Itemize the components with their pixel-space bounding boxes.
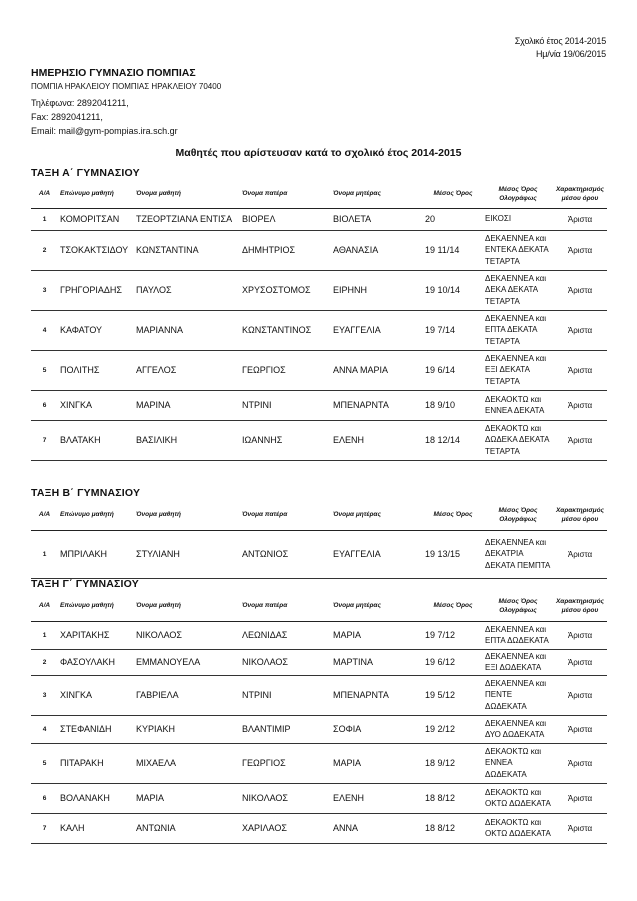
aa-header: Α/Α — [38, 511, 51, 519]
cell-avg: 18 8/12 — [423, 783, 483, 813]
cell-char: Άριστα — [553, 310, 607, 350]
mother-header: Όνομα μητέρας — [333, 190, 381, 198]
table-header-row — [31, 591, 607, 621]
cell-mother: ΑΝΝΑ — [331, 813, 423, 843]
cell-words: ΔΕΚΑΟΚΤΩ και ΟΚΤΩ ΔΩΔΕΚΑΤΑ — [483, 813, 553, 843]
cell-surname: ΜΠΡΙΛΑΚΗ — [58, 530, 134, 578]
table-row — [31, 649, 607, 675]
cell-aa: 3 — [31, 270, 58, 310]
cell-mother: ΜΑΡΤΙΝΑ — [331, 649, 423, 675]
cell-surname: ΧΙΝΓΚΑ — [58, 390, 134, 420]
table-row — [31, 530, 607, 578]
table-row — [31, 390, 607, 420]
cell-words: ΔΕΚΑΕΝΝΕΑ και ΔΕΚΑ ΔΕΚΑΤΑ ΤΕΤΑΡΤΑ — [483, 270, 553, 310]
cell-father: ΚΩΝΣΤΑΝΤΙΝΟΣ — [240, 310, 331, 350]
section-class-a — [31, 166, 607, 461]
cell-surname: ΧΑΡΙΤΑΚΗΣ — [58, 621, 134, 649]
cell-name: ΜΑΡΙΑΝΝΑ — [134, 310, 240, 350]
average-words-header: Μέσος Όρος Ολογράφως — [498, 506, 538, 523]
cell-surname: ΧΙΝΓΚΑ — [58, 675, 134, 715]
grade-header: Χαρακτηρισμός μέσου όρου — [555, 185, 605, 202]
cell-name: ΣΤΥΛΙΑΝΗ — [134, 530, 240, 578]
father-header: Όνομα πατέρα — [242, 190, 288, 198]
cell-words: ΔΕΚΑΕΝΝΕΑ και ΔΕΚΑΤΡΙΑ ΔΕΚΑΤΑ ΠΕΜΠΤΑ — [483, 530, 553, 578]
cell-words: ΔΕΚΑΕΝΝΕΑ και ΠΕΝΤΕ ΔΩΔΕΚΑΤΑ — [483, 675, 553, 715]
table-row — [31, 420, 607, 460]
section-heading: ΤΑΞΗ Γ΄ ΓΥΜΝΑΣΙΟΥ — [31, 578, 139, 590]
cell-father: ΧΡΥΣΟΣΤΟΜΟΣ — [240, 270, 331, 310]
cell-words: ΔΕΚΑΟΚΤΩ και ΕΝΝΕΑ ΔΕΚΑΤΑ — [483, 390, 553, 420]
cell-words: ΔΕΚΑΕΝΝΕΑ και ΕΞΙ ΔΩΔΕΚΑΤΑ — [483, 649, 553, 675]
surname-header: Επώνυμο μαθητή — [60, 190, 114, 198]
cell-aa: 7 — [31, 813, 58, 843]
students-table — [31, 591, 607, 844]
cell-father: ΒΛΑΝΤΙΜΙΡ — [240, 715, 331, 743]
table-row — [31, 350, 607, 390]
cell-avg: 20 — [423, 208, 483, 230]
cell-char: Άριστα — [553, 783, 607, 813]
cell-father: ΒΙΟΡΕΛ — [240, 208, 331, 230]
cell-father: ΝΤΡΙΝΙ — [240, 675, 331, 715]
father-header: Όνομα πατέρα — [242, 602, 288, 610]
cell-mother: ΕΛΕΝΗ — [331, 783, 423, 813]
section-heading: ΤΑΞΗ Α΄ ΓΥΜΝΑΣΙΟΥ — [31, 167, 140, 179]
cell-father: ΓΕΩΡΓΙΟΣ — [240, 743, 331, 783]
cell-aa: 2 — [31, 649, 58, 675]
cell-char: Άριστα — [553, 621, 607, 649]
cell-father: ΛΕΩΝΙΔΑΣ — [240, 621, 331, 649]
section-class-c — [31, 577, 607, 844]
cell-char: Άριστα — [553, 649, 607, 675]
cell-surname: ΚΑΦΑΤΟΥ — [58, 310, 134, 350]
cell-aa: 1 — [31, 208, 58, 230]
cell-surname: ΒΟΛΑΝΑΚΗ — [58, 783, 134, 813]
grade-header: Χαρακτηρισμός μέσου όρου — [555, 506, 605, 523]
cell-avg: 18 9/10 — [423, 390, 483, 420]
cell-aa: 5 — [31, 743, 58, 783]
cell-char: Άριστα — [553, 420, 607, 460]
average-words-header: Μέσος Όρος Ολογράφως — [498, 597, 538, 614]
cell-mother: ΜΠΕΝΑΡΝΤΑ — [331, 390, 423, 420]
cell-words: ΔΕΚΑΟΚΤΩ και ΔΩΔΕΚΑ ΔΕΚΑΤΑ ΤΕΤΑΡΤΑ — [483, 420, 553, 460]
table-row — [31, 230, 607, 270]
cell-mother: ΣΟΦΙΑ — [331, 715, 423, 743]
cell-aa: 4 — [31, 310, 58, 350]
grade-header: Χαρακτηρισμός μέσου όρου — [555, 597, 605, 614]
mother-header: Όνομα μητέρας — [333, 602, 381, 610]
cell-aa: 6 — [31, 390, 58, 420]
students-table — [31, 500, 607, 579]
table-header-row — [31, 500, 607, 530]
cell-name: ΠΑΥΛΟΣ — [134, 270, 240, 310]
document-title: Μαθητές που αρίστευσαν κατά το σχολικό έτος 2014-2015 — [175, 147, 462, 159]
cell-name: ΒΑΣΙΛΙΚΗ — [134, 420, 240, 460]
school-fax: Fax: 2892041211, — [31, 112, 103, 122]
cell-aa: 5 — [31, 350, 58, 390]
cell-char: Άριστα — [553, 350, 607, 390]
cell-name: ΜΑΡΙΝΑ — [134, 390, 240, 420]
cell-name: ΑΝΤΩΝΙΑ — [134, 813, 240, 843]
cell-words: ΔΕΚΑΟΚΤΩ και ΟΚΤΩ ΔΩΔΕΚΑΤΑ — [483, 783, 553, 813]
cell-surname: ΦΑΣΟΥΛΑΚΗ — [58, 649, 134, 675]
cell-father: ΓΕΩΡΓΙΟΣ — [240, 350, 331, 390]
cell-mother: ΕΥΑΓΓΕΛΙΑ — [331, 310, 423, 350]
cell-name: ΚΥΡΙΑΚΗ — [134, 715, 240, 743]
cell-words: ΔΕΚΑΟΚΤΩ και ΕΝΝΕΑ ΔΩΔΕΚΑΤΑ — [483, 743, 553, 783]
cell-name: ΕΜΜΑΝΟΥΕΛΑ — [134, 649, 240, 675]
cell-aa: 4 — [31, 715, 58, 743]
document-meta — [515, 35, 606, 61]
table-row — [31, 813, 607, 843]
cell-surname: ΤΣΟΚΑΚΤΣΙΔΟΥ — [58, 230, 134, 270]
table-row — [31, 743, 607, 783]
cell-avg: 19 13/15 — [423, 530, 483, 578]
cell-mother: ΜΑΡΙΑ — [331, 743, 423, 783]
cell-surname: ΚΟΜΟΡΙΤΣΑΝ — [58, 208, 134, 230]
cell-char: Άριστα — [553, 390, 607, 420]
table-row — [31, 783, 607, 813]
cell-name: ΓΑΒΡΙΕΛΑ — [134, 675, 240, 715]
name-header: Όνομα μαθητή — [136, 511, 182, 519]
cell-aa: 2 — [31, 230, 58, 270]
cell-char: Άριστα — [553, 270, 607, 310]
school-name: ΗΜΕΡΗΣΙΟ ΓΥΜΝΑΣΙΟ ΠΟΜΠΙΑΣ — [31, 67, 196, 79]
table-header-row — [31, 180, 607, 208]
document-date: Ημ/νία 19/06/2015 — [535, 49, 606, 59]
cell-avg: 19 6/14 — [423, 350, 483, 390]
cell-father: ΧΑΡΙΛΑΟΣ — [240, 813, 331, 843]
average-words-header: Μέσος Όρος Ολογράφως — [498, 185, 538, 202]
cell-mother: ΜΠΕΝΑΡΝΤΑ — [331, 675, 423, 715]
average-header: Μέσος Όρος — [433, 511, 473, 519]
school-year: Σχολικό έτος 2014-2015 — [514, 36, 606, 46]
cell-words: ΔΕΚΑΕΝΝΕΑ και ΕΠΤΑ ΔΩΔΕΚΑΤΑ — [483, 621, 553, 649]
cell-avg: 18 9/12 — [423, 743, 483, 783]
cell-name: ΑΓΓΕΛΟΣ — [134, 350, 240, 390]
cell-aa: 3 — [31, 675, 58, 715]
school-info — [31, 66, 221, 138]
table-row — [31, 715, 607, 743]
cell-words: ΔΕΚΑΕΝΝΕΑ και ΕΝΤΕΚΑ ΔΕΚΑΤΑ ΤΕΤΑΡΤΑ — [483, 230, 553, 270]
cell-words: ΔΕΚΑΕΝΝΕΑ και ΔΥΟ ΔΩΔΕΚΑΤΑ — [483, 715, 553, 743]
cell-avg: 19 10/14 — [423, 270, 483, 310]
cell-father: ΔΗΜΗΤΡΙΟΣ — [240, 230, 331, 270]
cell-words: ΕΙΚΟΣΙ — [483, 208, 553, 230]
cell-mother: ΕΙΡΗΝΗ — [331, 270, 423, 310]
school-email: Email: mail@gym-pompias.ira.sch.gr — [31, 126, 178, 136]
cell-father: ΙΩΑΝΝΗΣ — [240, 420, 331, 460]
cell-char: Άριστα — [553, 208, 607, 230]
cell-father: ΝΙΚΟΛΑΟΣ — [240, 783, 331, 813]
cell-char: Άριστα — [553, 743, 607, 783]
section-class-b — [31, 486, 607, 579]
average-header: Μέσος Όρος — [433, 190, 473, 198]
cell-name: ΜΙΧΑΕΛΑ — [134, 743, 240, 783]
table-row — [31, 675, 607, 715]
cell-char: Άριστα — [553, 530, 607, 578]
cell-char: Άριστα — [553, 230, 607, 270]
students-table — [31, 180, 607, 461]
cell-mother: ΑΝΝΑ ΜΑΡΙΑ — [331, 350, 423, 390]
table-row — [31, 310, 607, 350]
surname-header: Επώνυμο μαθητή — [60, 602, 114, 610]
cell-avg: 19 2/12 — [423, 715, 483, 743]
cell-name: ΜΑΡΙΑ — [134, 783, 240, 813]
cell-char: Άριστα — [553, 675, 607, 715]
cell-avg: 19 7/14 — [423, 310, 483, 350]
cell-surname: ΓΡΗΓΟΡΙΑΔΗΣ — [58, 270, 134, 310]
cell-name: ΝΙΚΟΛΑΟΣ — [134, 621, 240, 649]
section-heading: ΤΑΞΗ Β΄ ΓΥΜΝΑΣΙΟΥ — [31, 487, 141, 499]
cell-aa: 1 — [31, 530, 58, 578]
mother-header: Όνομα μητέρας — [333, 511, 381, 519]
cell-father: ΝΙΚΟΛΑΟΣ — [240, 649, 331, 675]
name-header: Όνομα μαθητή — [136, 602, 182, 610]
cell-mother: ΜΑΡΙΑ — [331, 621, 423, 649]
cell-mother: ΑΘΑΝΑΣΙΑ — [331, 230, 423, 270]
school-phone: Τηλέφωνα: 2892041211, — [31, 98, 129, 108]
table-row — [31, 270, 607, 310]
aa-header: Α/Α — [38, 602, 51, 610]
cell-words: ΔΕΚΑΕΝΝΕΑ και ΕΞΙ ΔΕΚΑΤΑ ΤΕΤΑΡΤΑ — [483, 350, 553, 390]
school-address: ΠΟΜΠΙΑ ΗΡΑΚΛΕΙΟΥ ΠΟΜΠΙΑΣ ΗΡΑΚΛΕΙΟΥ 70400 — [31, 82, 222, 91]
cell-surname: ΒΛΑΤΑΚΗ — [58, 420, 134, 460]
cell-avg: 19 11/14 — [423, 230, 483, 270]
cell-mother: ΒΙΟΛΕΤΑ — [331, 208, 423, 230]
cell-char: Άριστα — [553, 813, 607, 843]
average-header: Μέσος Όρος — [433, 602, 473, 610]
aa-header: Α/Α — [38, 190, 51, 198]
cell-char: Άριστα — [553, 715, 607, 743]
cell-avg: 19 7/12 — [423, 621, 483, 649]
cell-aa: 7 — [31, 420, 58, 460]
cell-avg: 18 8/12 — [423, 813, 483, 843]
name-header: Όνομα μαθητή — [136, 190, 182, 198]
cell-father: ΑΝΤΩΝΙΟΣ — [240, 530, 331, 578]
cell-words: ΔΕΚΑΕΝΝΕΑ και ΕΠΤΑ ΔΕΚΑΤΑ ΤΕΤΑΡΤΑ — [483, 310, 553, 350]
cell-mother: ΕΥΑΓΓΕΛΙΑ — [331, 530, 423, 578]
cell-aa: 6 — [31, 783, 58, 813]
father-header: Όνομα πατέρα — [242, 511, 288, 519]
cell-surname: ΠΟΛΙΤΗΣ — [58, 350, 134, 390]
cell-father: ΝΤΡΙΝΙ — [240, 390, 331, 420]
cell-name: ΤΖΕΟΡΤΖΙΑΝΑ ΕΝΤΙΣΑ — [134, 208, 240, 230]
table-row — [31, 621, 607, 649]
cell-avg: 18 12/14 — [423, 420, 483, 460]
table-row — [31, 208, 607, 230]
cell-avg: 19 5/12 — [423, 675, 483, 715]
cell-surname: ΠΙΤΑΡΑΚΗ — [58, 743, 134, 783]
cell-surname: ΣΤΕΦΑΝΙΔΗ — [58, 715, 134, 743]
surname-header: Επώνυμο μαθητή — [60, 511, 114, 519]
cell-avg: 19 6/12 — [423, 649, 483, 675]
cell-aa: 1 — [31, 621, 58, 649]
cell-mother: ΕΛΕΝΗ — [331, 420, 423, 460]
cell-name: ΚΩΝΣΤΑΝΤΙΝΑ — [134, 230, 240, 270]
cell-surname: ΚΑΛΗ — [58, 813, 134, 843]
